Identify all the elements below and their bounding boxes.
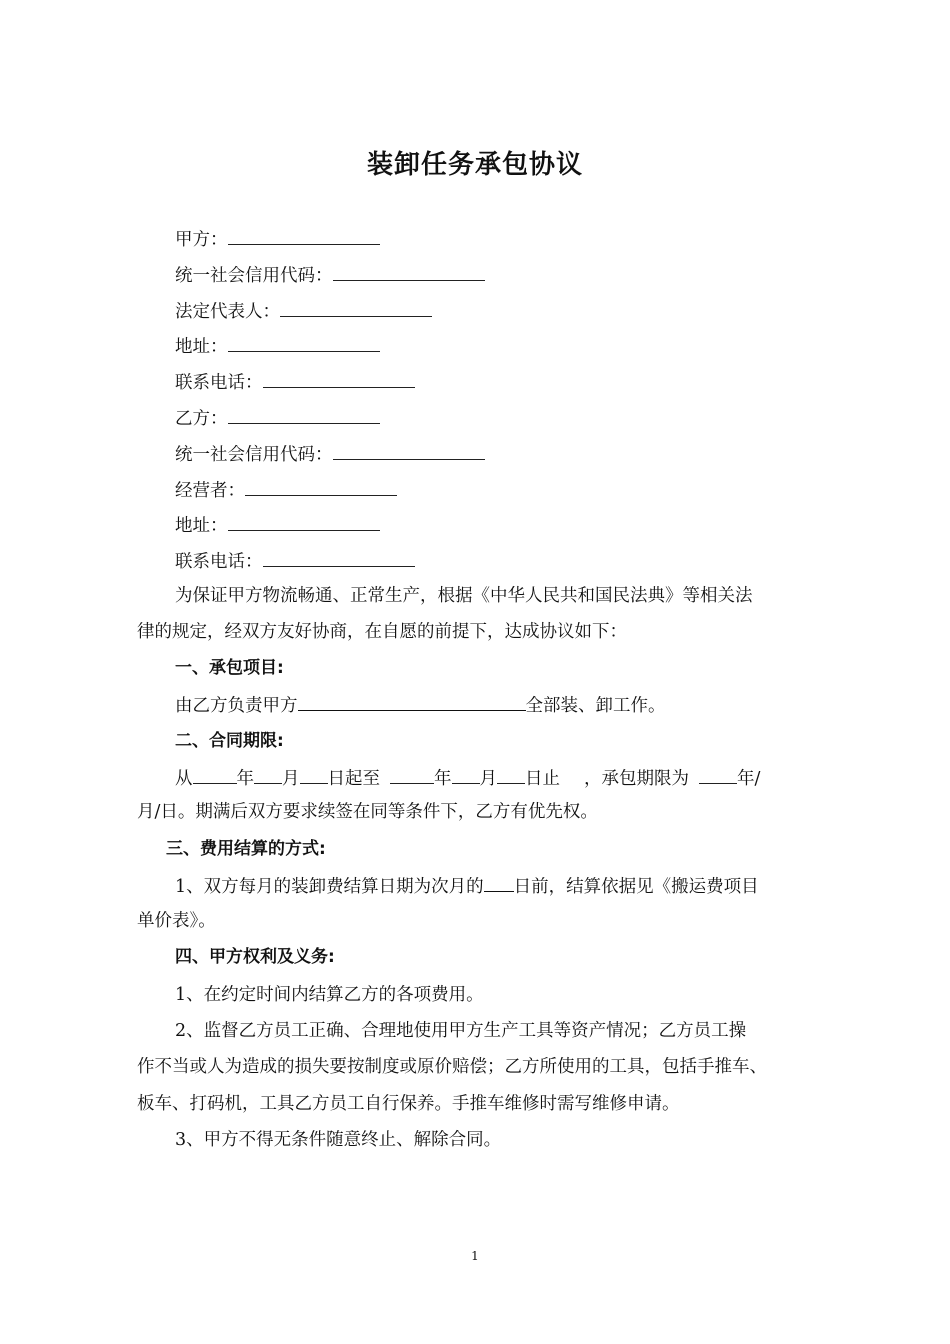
section-3-item-1-before: 1、双方每月的装卸费结算日期为次月的 xyxy=(175,877,484,897)
section-1-heading: 一、承包项目: xyxy=(175,658,284,678)
section-2-heading: 二、合同期限: xyxy=(175,731,284,751)
party-b-operator-field xyxy=(175,477,397,503)
party-b-address-blank[interactable] xyxy=(228,512,380,531)
page-number: 1 xyxy=(471,1249,479,1263)
party-a-address-blank[interactable] xyxy=(228,333,380,352)
term-length-unit: 年/ xyxy=(737,769,761,789)
section-2-line-2: 月/日。期满后双方要求续签在同等条件下，乙方有优先权。 xyxy=(137,802,598,822)
party-b-name-label: 乙方： xyxy=(175,409,228,429)
intro-line-2: 律的规定，经双方友好协商，在自愿的前提下，达成协议如下： xyxy=(137,622,627,642)
section-4-item-1: 1、在约定时间内结算乙方的各项费用。 xyxy=(175,985,484,1005)
section-4-item-2-line-3: 板车、打码机，工具乙方员工自行保养。手推车维修时需写维修申请。 xyxy=(137,1094,680,1114)
term-length-blank[interactable] xyxy=(699,765,737,784)
party-a-name-label: 甲方： xyxy=(175,230,228,250)
intro-line-1: 为保证甲方物流畅通、正常生产，根据《中华人民共和国民法典》等相关法 xyxy=(175,586,753,606)
party-b-credit-code-label: 统一社会信用代码： xyxy=(175,445,333,465)
end-year-blank[interactable] xyxy=(390,765,434,784)
party-a-name-blank[interactable] xyxy=(228,226,380,245)
party-a-credit-code-field xyxy=(175,262,485,288)
party-b-phone-label: 联系电话： xyxy=(175,552,263,572)
party-a-phone-blank[interactable] xyxy=(263,369,415,388)
party-b-phone-blank[interactable] xyxy=(263,548,415,567)
start-month-label: 月 xyxy=(282,769,300,789)
section-4-item-2-line-1: 2、监督乙方员工正确、合理地使用甲方生产工具等资产情况；乙方员工操 xyxy=(175,1021,747,1041)
section-3-item-1-after: 日前，结算依据见《搬运费项目 xyxy=(513,877,759,897)
party-b-credit-code-field xyxy=(175,441,485,467)
party-b-address-field xyxy=(175,512,380,538)
end-day-label: 日止 xyxy=(525,769,560,789)
section-1-text xyxy=(175,692,666,718)
section-3-item-1-line-2: 单价表》。 xyxy=(137,911,216,931)
start-day-label: 日起至 xyxy=(327,769,380,789)
party-b-credit-code-blank[interactable] xyxy=(333,441,485,460)
term-length-label: ，承包期限为 xyxy=(584,769,689,789)
settlement-day-blank[interactable] xyxy=(484,873,514,892)
section-1-scope-blank[interactable] xyxy=(298,692,526,711)
party-a-phone-field xyxy=(175,369,415,395)
section-4-item-3: 3、甲方不得无条件随意终止、解除合同。 xyxy=(175,1130,502,1150)
party-b-name-blank[interactable] xyxy=(228,405,380,424)
party-a-legal-rep-blank[interactable] xyxy=(280,298,432,317)
start-day-blank[interactable] xyxy=(300,765,328,784)
section-4-item-2-line-2: 作不当或人为造成的损失要按制度或原价赔偿；乙方所使用的工具，包括手推车、 xyxy=(137,1057,767,1077)
party-a-credit-code-label: 统一社会信用代码： xyxy=(175,266,333,286)
document-title: 装卸任务承包协议 xyxy=(366,150,583,180)
start-month-blank[interactable] xyxy=(254,765,282,784)
party-b-address-label: 地址： xyxy=(175,516,228,536)
section-1-text-before: 由乙方负责甲方 xyxy=(175,696,298,716)
term-from-label: 从 xyxy=(175,769,193,789)
party-b-name-field xyxy=(175,405,380,431)
party-b-operator-label: 经营者： xyxy=(175,481,245,501)
section-4-heading: 四、甲方权利及义务: xyxy=(175,947,335,967)
start-year-label: 年 xyxy=(236,769,254,789)
party-a-legal-rep-field xyxy=(175,298,432,324)
end-month-label: 月 xyxy=(479,769,497,789)
party-b-phone-field xyxy=(175,548,415,574)
party-a-phone-label: 联系电话： xyxy=(175,373,263,393)
section-1-text-after: 全部装、卸工作。 xyxy=(525,696,666,716)
end-year-label: 年 xyxy=(434,769,452,789)
party-a-name-field xyxy=(175,226,380,252)
section-3-heading: 三、费用结算的方式: xyxy=(166,839,326,859)
party-a-address-label: 地址： xyxy=(175,337,228,357)
end-day-blank[interactable] xyxy=(497,765,525,784)
end-month-blank[interactable] xyxy=(452,765,480,784)
start-year-blank[interactable] xyxy=(193,765,237,784)
party-a-credit-code-blank[interactable] xyxy=(333,262,485,281)
party-a-legal-rep-label: 法定代表人： xyxy=(175,302,280,322)
section-2-term-line xyxy=(175,765,760,791)
section-3-item-1 xyxy=(175,873,759,899)
party-a-address-field xyxy=(175,333,380,359)
party-b-operator-blank[interactable] xyxy=(245,477,397,496)
